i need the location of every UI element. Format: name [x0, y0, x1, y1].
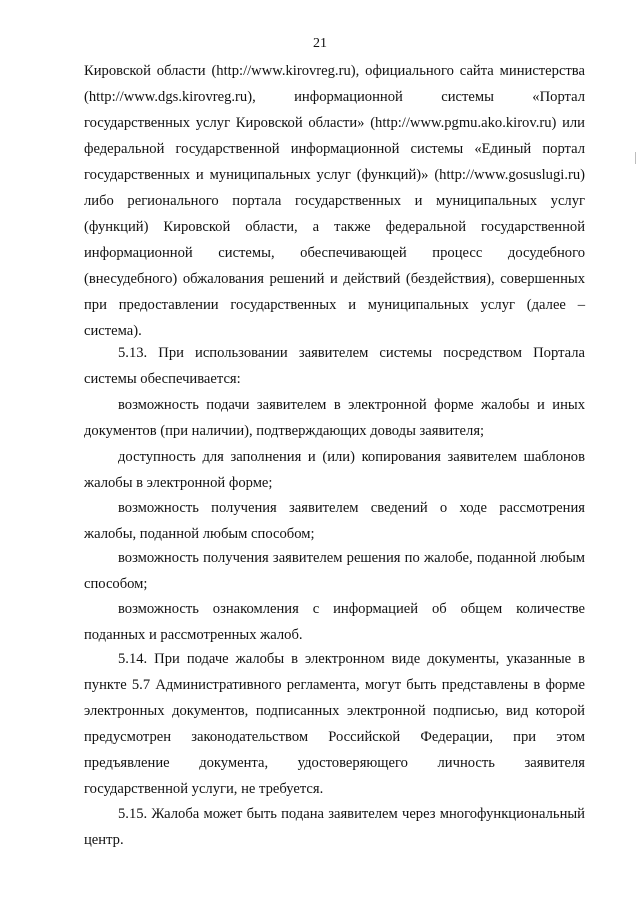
paragraph-5-14: 5.14. При подаче жалобы в электронном виде документы, указанные в пункте 5.7 Административного регламента, могут быть представлены в форме электронных документов, подписанных электронной подписью, вид которой предусмотрен законодательством Российской Федерации, при этом предъявление документа, удостоверяющего личность заявителя государственной услуги, не требуется.	[84, 651, 585, 797]
paragraph-5-13: 5.13. При использовании заявителем системы посредством Портала системы обеспечивается:	[84, 345, 585, 387]
list-item: возможность ознакомления с информацией об общем количестве поданных и рассмотренных жалоб.	[84, 601, 585, 643]
paragraph-continuation: Кировской области (http://www.kirovreg.ru), официального сайта министерства (http://www.dgs.kirovreg.ru), информационной системы «Портал государственных услуг Кировской области» (http://www.pgmu.ako.kirov.ru) или федеральной государственной информационной системы «Единый портал государственных и муниципальных услуг (функций)» (http://www.gosuslugi.ru) либо регионального портала государственных и муниципальных услуг (функций) Кировской области, а также федеральной государственной информационной системы, обеспечивающей процесс досудебного (внесудебного) обжалования решений и действий (бездействия), совершенных при предоставлении государственных и муниципальных услуг (далее – система).	[84, 63, 585, 339]
page-number: 21	[313, 36, 327, 51]
list-item: возможность получения заявителем сведений о ходе рассмотрения жалобы, поданной любым способом;	[84, 500, 585, 542]
paragraph-5-15: 5.15. Жалоба может быть подана заявителем через многофункциональный центр.	[84, 806, 585, 848]
list-item: возможность получения заявителем решения по жалобе, поданной любым способом;	[84, 550, 585, 592]
list-item: доступность для заполнения и (или) копирования заявителем шаблонов жалобы в электронной форме;	[84, 449, 585, 491]
list-item: возможность подачи заявителем в электронной форме жалобы и иных документов (при наличии), подтверждающих доводы заявителя;	[84, 397, 585, 439]
scan-edge-mark	[635, 152, 636, 164]
